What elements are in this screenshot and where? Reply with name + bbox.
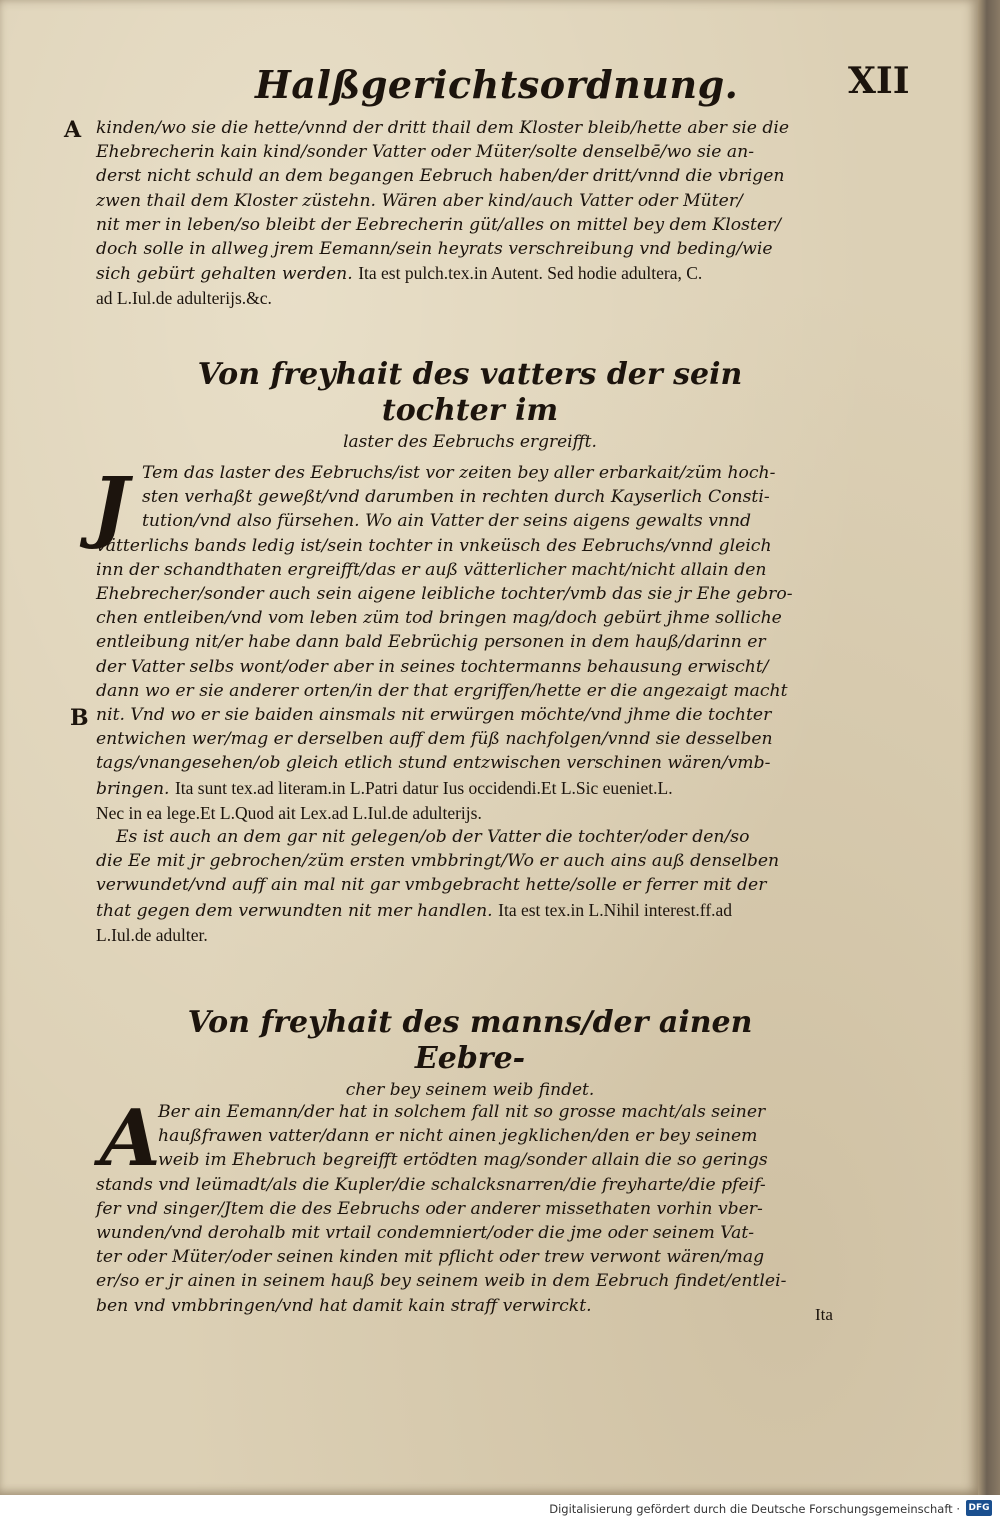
section2-line: tution/vnd also fürsehen. Wo ain Vatter der seins aigens gewalts vnnd (142, 511, 752, 532)
footer-bar (0, 1495, 1000, 1523)
heading-sub: laster des Eebruchs ergreifft. (343, 432, 597, 452)
section-heading-1 (150, 357, 790, 455)
section2-line: chen entleiben/vnd vom leben züm tod bringen mag/doch gebürt jhme solliche (96, 608, 782, 629)
decorated-initial-a: A (100, 1093, 161, 1184)
folio-number: XII (848, 60, 910, 102)
section3-line: haußfrawen vatter/dann er nicht ainen jegklichen/den er bey seinem (158, 1126, 758, 1147)
section2-line: nit. Vnd wo er sie baiden ainsmals nit erwürgen möchte/vnd jhme die tochter (96, 705, 772, 726)
section3-text (96, 1093, 836, 1318)
latin-citation: Nec in ea lege.Et L.Quod ait Lex.ad L.Iul.de adulterijs. (96, 802, 482, 823)
section2-para2-line: Es ist auch an dem gar nit gelegen/ob der Vatter die tochter/oder den/so (116, 827, 750, 848)
margin-letter-a: A (64, 117, 82, 143)
section2-text (96, 461, 836, 947)
latin-citation: Ita sunt tex.ad literam.in L.Patri datur Ius occidendi.Et L.Sic eueniet.L. (174, 777, 673, 798)
section2-line: tags/vnangesehen/ob gleich etlich stund entzwischen verschinen wären/vmb- (96, 753, 771, 774)
section2-line: vätterlichs bands ledig ist/sein tochter in vnkeüsch des Eebruchs/vnnd gleich (96, 535, 772, 556)
section3-line: Ber ain Eemann/der hat in solchem fall nit so grosse macht/als seiner (158, 1102, 766, 1122)
page-edge (978, 0, 1000, 1495)
section3-line: ben vnd vmbbringen/vnd hat damit kain straff verwirckt. (96, 1295, 592, 1316)
section2-line: bringen. (96, 778, 170, 799)
section1-text (96, 116, 836, 311)
section3-line: weib im Ehebruch begreifft ertödten mag/sonder allain die so gerings (158, 1150, 768, 1171)
catchword: Ita (815, 1305, 833, 1324)
section1-line: doch solle in allweg jrem Eemann/sein heyrats verschreibung vnd beding/wie (96, 239, 773, 260)
section1-line: derst nicht schuld an dem begangen Eebruch haben/der dritt/vnnd die vbrigen (96, 166, 785, 187)
section1-line: Ehebrecherin kain kind/sonder Vatter oder Müter/solte denselbē/wo sie an- (96, 142, 755, 163)
section2-line: entwichen wer/mag er derselben auff dem füß nachfolgen/vnnd sie desselben (96, 729, 773, 750)
latin-citation: Ita est tex.in L.Nihil interest.ff.ad (498, 899, 733, 920)
margin-letter-b: B (70, 705, 89, 731)
section2-line: der Vatter selbs wont/oder aber in seines tochtermanns behausung erwischt/ (96, 656, 769, 677)
section1-line: kinden/wo sie die hette/vnnd der dritt thail dem Kloster bleib/hette aber sie die (96, 118, 790, 138)
running-head: Halßgerichtsordnung. (255, 62, 739, 107)
section2-line: Ehebrecher/sonder auch sein aigene leibliche tochter/vmb das sie jr Ehe gebro- (96, 584, 793, 605)
section2-para2-line: verwundet/vnd auff ain mal nit gar vmbgebracht hette/solle er ferrer mit der (96, 875, 767, 896)
section1-line: sich gebürt gehalten werden. (96, 264, 353, 285)
footer-credit: Digitalisierung gefördert durch die Deutsche Forschungsgemeinschaft · (549, 1502, 960, 1516)
section2-para2-line: that gegen dem verwundten nit mer handlen. (96, 900, 493, 921)
dfg-logo-icon: DFG (966, 1500, 992, 1516)
section2-line: Tem das laster des Eebruchs/ist vor zeiten bey aller erbarkait/züm hoch- (142, 463, 776, 483)
section2-line: entleibung nit/er habe dann bald Eebrüchig personen in dem hauß/darinn er (96, 632, 766, 653)
section3-line: er/so er jr ainen in seinem hauß bey seinem weib in dem Eebruch findet/entlei- (96, 1271, 787, 1292)
section1-line: nit mer in leben/so bleibt der Eebrecherin güt/alles on mittel bey dem Kloster/ (96, 214, 782, 235)
heading-sub: cher bey seinem weib findet. (345, 1080, 595, 1100)
section2-para2-line: die Ee mit jr gebrochen/züm ersten vmbbringt/Wo er auch ains auß denselben (96, 851, 780, 872)
decorated-initial-j: J (92, 461, 129, 552)
latin-citation: L.Iul.de adulter. (96, 924, 208, 945)
latin-citation: ad L.Iul.de adulterijs.&c. (96, 288, 272, 309)
section3-line: ter oder Müter/oder seinen kinden mit pflicht oder trew verwont wären/mag (96, 1247, 765, 1268)
section1-line: zwen thail dem Kloster züstehn. Wären aber kind/auch Vatter oder Müter/ (96, 190, 743, 211)
heading-main: Von freyhait des manns/der ainen Eebre- (187, 1005, 753, 1076)
section2-line: inn der schandthaten ergreifft/das er auß vätterlicher macht/nicht allain den (96, 559, 767, 580)
section-heading-2 (150, 1005, 790, 1103)
section3-line: wunden/vnd derohalb mit vrtail condemniert/oder die jme oder seinem Vat- (96, 1223, 755, 1244)
section2-line: sten verhaßt geweßt/vnd darumben in rechten durch Kayserlich Consti- (142, 487, 770, 508)
section2-line: dann wo er sie anderer orten/in der that ergriffen/hette er die angezaigt macht (96, 680, 788, 701)
section3-line: stands vnd leümadt/als die Kupler/die schalcksnarren/die freyharte/die pfeif- (96, 1174, 766, 1195)
section3-line: fer vnd singer/Jtem die des Eebruchs oder anderer missethaten vorhin vber- (96, 1198, 763, 1219)
heading-main: Von freyhait des vatters der sein tochter im (197, 357, 743, 428)
latin-citation: Ita est pulch.tex.in Autent. Sed hodie adultera, C. (358, 263, 703, 284)
